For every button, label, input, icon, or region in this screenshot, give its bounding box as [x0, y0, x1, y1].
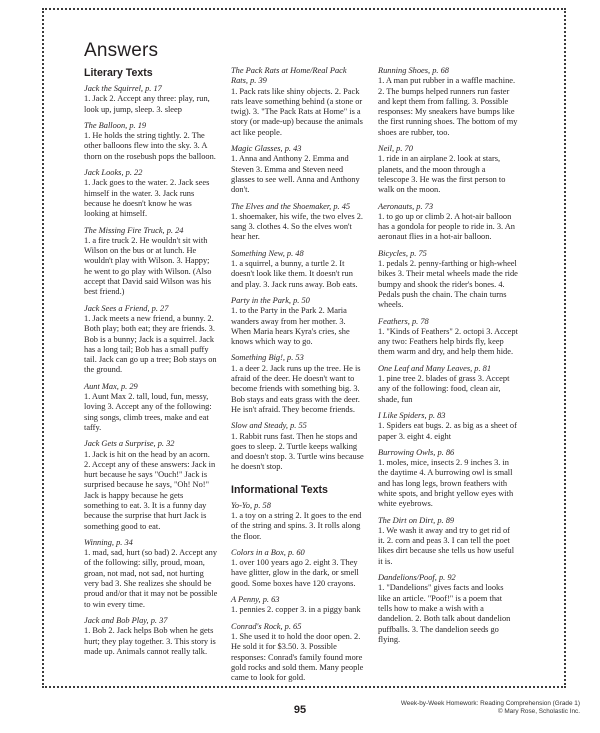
credit-line-copyright: © Mary Rose, Scholastic Inc.: [497, 708, 580, 715]
entry-title: The Balloon, p. 19: [84, 120, 147, 130]
entry-title: Jack Sees a Friend, p. 27: [84, 303, 169, 313]
entry-body: 1. Jack goes to the water. 2. Jack sees himself in the water. 3. Jack runs because he doesn't know he was looking at himself.: [84, 178, 212, 219]
entry-title: Colors in a Box, p. 60: [231, 547, 305, 557]
entry-title: The Pack Rats at Home/Real Pack Rats, p. 39: [231, 66, 347, 86]
entry-title: Slow and Steady, p. 55: [231, 421, 307, 431]
answer-entry: [84, 304, 218, 376]
answer-entry: [231, 66, 365, 138]
column-3-entries: [378, 66, 518, 645]
entry-body: 1. ride in an airplane 2. look at stars, planets, and the moon through a telescope 3. He was the first person to walk on the moon.: [378, 154, 508, 195]
answer-entry: [231, 296, 365, 347]
answers-column-2: [231, 66, 365, 689]
entry-body: 1. a squirrel, a bunny, a turtle 2. It doesn't look like them. It doesn't run and play. 3. Jack runs away. Bob eats.: [231, 259, 358, 289]
entry-body: 1. pine tree 2. blades of grass 3. Accept any of the following: food, clean air, shade, fun: [378, 374, 512, 404]
answer-entry: [231, 202, 365, 243]
entry-body: 1. shoemaker, his wife, the two elves 2. sang 3. clothes 4. So the elves won't hear her.: [231, 211, 366, 242]
column-2-entries-top: [231, 66, 365, 473]
entry-body: 1. over 100 years ago 2. eight 3. They have glitter, glow in the dark, or smell good. Some boxes have 120 crayons.: [231, 558, 361, 588]
answer-entry: [84, 439, 218, 532]
entry-title: Something Big!, p. 53: [231, 353, 304, 363]
entry-title: Dandelions/Poof, p. 92: [378, 573, 456, 583]
answer-entry: [231, 249, 365, 290]
entry-title: Bicycles, p. 75: [378, 248, 427, 258]
entry-title: Conrad's Rock, p. 65: [231, 621, 302, 631]
entry-title: Jack Gets a Surprise, p. 32: [84, 439, 175, 449]
answer-entry: [378, 364, 518, 405]
entry-body: 1. mad, sad, hurt (so bad) 2. Accept any of the following: silly, proud, moan, groan, not mad, not sad, not hurting very bad 3. She realizes she should be proud and/or that it may not be possible to win every time.: [84, 548, 220, 609]
entry-title: The Dirt on Dirt, p. 89: [378, 515, 455, 525]
answer-entry: [84, 121, 218, 162]
answer-entry: [84, 226, 218, 298]
answer-entry: [378, 516, 518, 567]
entry-body: 1. Rabbit runs fast. Then he stops and goes to sleep. 2. Turtle keeps walking and doesn't stop. 3. Turtle wins because he doesn't stop.: [231, 431, 366, 472]
entry-title: Something New, p. 48: [231, 248, 304, 258]
credit-text: [401, 700, 580, 716]
answer-entry: [231, 501, 365, 542]
entry-title: Jack and Bob Play, p. 37: [84, 615, 168, 625]
answer-entry: [84, 538, 218, 610]
answer-entry: [231, 353, 365, 415]
entry-body: 1. She used it to hold the door open. 2. He sold it for $3.50. 3. Possible responses: Conrad's family found more gold rocks and sold them. Many people came to look for gold.: [231, 631, 366, 683]
entry-title: Magic Glasses, p. 43: [231, 144, 302, 154]
entry-title: I Like Spiders, p. 83: [378, 410, 446, 420]
entry-title: Feathers, p. 78: [378, 316, 429, 326]
entry-body: 1. "Dandelions" gives facts and looks like an article. "Poof!" is a poem that tells how to make a wish with a dandelion. 2. Both talk about dandelion puffballs. 3. The dandelion seeds go flying.: [378, 583, 513, 644]
entry-body: 1. a fire truck 2. He wouldn't sit with Wilson on the bus or at lunch. He wouldn't play with Wilson. 3. Happy; he went to go play with Wilson. (Also accept that David said Wilson was his best friend.): [84, 235, 214, 297]
answer-entry: [378, 573, 518, 645]
entry-body: 1. A man put rubber in a waffle machine. 2. The bumps helped runners run faster and kept them from falling. 3. Possible responses: My sneakers have bumps like the first running shoes. The bottom of my shoes are rubber, too.: [378, 76, 520, 137]
entry-body: 1. a toy on a string 2. It goes to the end of the string and spins. 3. It rolls along the floor.: [231, 510, 364, 541]
answers-column-3: [378, 66, 518, 651]
answer-entry: [378, 317, 518, 358]
entry-body: 1. We wash it away and try to get rid of it. 2. corn and peas 3. I can tell the poet likes dirt because she tells us how useful it is.: [378, 525, 517, 566]
answer-entry: [231, 595, 365, 616]
entry-title: A Penny, p. 63: [231, 595, 280, 605]
entry-body: 1. pennies 2. copper 3. in a piggy bank: [231, 605, 361, 615]
entry-body: 1. Jack is hit on the head by an acorn. 2. Accept any of these answers: Jack in hurt because he says "Ouch!" Jack is surprised because he says, "Oh! No!" Jack is happy because he gets something to eat. 3. It is a funny day because the surprise that hurt Jack is something good to eat.: [84, 449, 218, 531]
section-heading-informational-texts: Informational Texts: [231, 483, 328, 496]
entry-title: Aeronauts, p. 73: [378, 201, 434, 211]
entry-title: Party in the Park, p. 50: [231, 295, 310, 305]
answer-entry: [231, 421, 365, 472]
answer-entry: [378, 66, 518, 138]
entry-title: Winning, p. 34: [84, 537, 133, 547]
entry-title: Aunt Max, p. 29: [84, 381, 138, 391]
answers-column-1: [84, 66, 218, 663]
page-number: 95: [293, 704, 307, 716]
page-title: Answers: [84, 40, 159, 61]
column-2-entries-bottom: [231, 501, 365, 684]
entry-title: Jack the Squirrel, p. 17: [84, 84, 162, 93]
entry-body: 1. He holds the string tightly. 2. The other balloons flew into the sky. 3. A thorn on the rosebush pops the balloon.: [84, 131, 216, 161]
entry-body: 1. Anna and Anthony 2. Emma and Steven 3. Emma and Steven need glasses to see well. Anna and Anthony don't.: [231, 154, 362, 195]
answer-entry: [378, 144, 518, 195]
entry-body: 1. "Kinds of Feathers" 2. octopi 3. Accept any two: Feathers help birds fly, keep them warm and dry, and help them hide.: [378, 326, 520, 357]
entry-body: 1. moles, mice, insects 2. 9 inches 3. in the daytime 4. A burrowing owl is small and has long legs, brown feathers with white spots, and bright yellow eyes with white eyebrows.: [378, 458, 516, 509]
entry-body: 1. to the Party in the Park 2. Maria wanders away from her mother. 3. When Maria hears Kyra's cries, she knows which way to go.: [231, 306, 352, 347]
entry-title: Yo-Yo, p. 58: [231, 500, 271, 510]
entry-title: Burrowing Owls, p. 86: [378, 447, 455, 457]
entry-title: The Missing Fire Truck, p. 24: [84, 225, 184, 235]
answer-entry: [84, 84, 218, 115]
answer-entry: [84, 168, 218, 219]
entry-body: 1. Bob 2. Jack helps Bob when he gets hurt; they play together. 3. This story is made up. Animals cannot really talk.: [84, 626, 218, 656]
entry-body: 1. Jack 2. Accept any three: play, run, look up, jump, sleep. 3. sleep: [84, 94, 212, 114]
entry-title: One Leaf and Many Leaves, p. 81: [378, 363, 492, 373]
credit-line-book: Week-by-Week Homework: Reading Comprehension (Grade 1): [400, 700, 580, 707]
entry-body: 1. to go up or climb 2. A hot-air balloon has a gondola for people to ride in. 3. An aeronaut flies in a hot-air balloon.: [378, 211, 518, 242]
answer-entry: [231, 548, 365, 589]
answer-entry: [378, 202, 518, 243]
entry-title: Jack Looks, p. 22: [84, 168, 143, 178]
entry-body: 1. a deer 2. Jack runs up the tree. He is afraid of the deer. He doesn't want to become friends with something big. 3. Bob stays and eats grass with the deer. He isn't afraid. They become friends.: [231, 363, 363, 414]
answer-entry: [378, 249, 518, 311]
answer-entry: [378, 448, 518, 510]
entry-body: 1. Spiders eat bugs. 2. as big as a sheet of paper 3. eight 4. eight: [378, 421, 519, 441]
section-heading-literary-texts: Literary Texts: [84, 67, 153, 79]
answer-entry: [84, 382, 218, 433]
column-1-entries: [84, 84, 218, 657]
entry-body: 1. Pack rats like shiny objects. 2. Pack rats leave something behind (a stone or twig). 3. "The Pack Rats at Home" is a story (or made-up) because the animals act like people.: [231, 86, 365, 137]
entry-body: 1. Jack meets a new friend, a bunny. 2. Both play; both eat; they are friends. 3. Bob is a bunny; Jack is a squirrel. Jack has a long tail; Bob has a small puffy tail. Jack can go up a tree; Bob stays on the ground.: [84, 313, 219, 375]
entry-title: Running Shoes, p. 68: [378, 66, 449, 75]
answer-entry: [231, 144, 365, 195]
entry-title: Neil, p. 70: [378, 144, 413, 154]
entry-body: 1. pedals 2. penny-farthing or high-wheel bikes 3. Their metal wheels made the ride bumpy and shook the rider's bones. 4. Pedals push the chain. The chain turns wheels.: [378, 259, 520, 310]
entry-title: The Elves and the Shoemaker, p. 45: [231, 201, 351, 211]
answer-entry: [84, 616, 218, 657]
entry-body: 1. Aunt Max 2. tall, loud, fun, messy, loving 3. Accept any of the following: sing songs, climb trees, make and eat taffy.: [84, 392, 214, 432]
answer-entry: [231, 622, 365, 684]
answer-entry: [378, 411, 518, 442]
